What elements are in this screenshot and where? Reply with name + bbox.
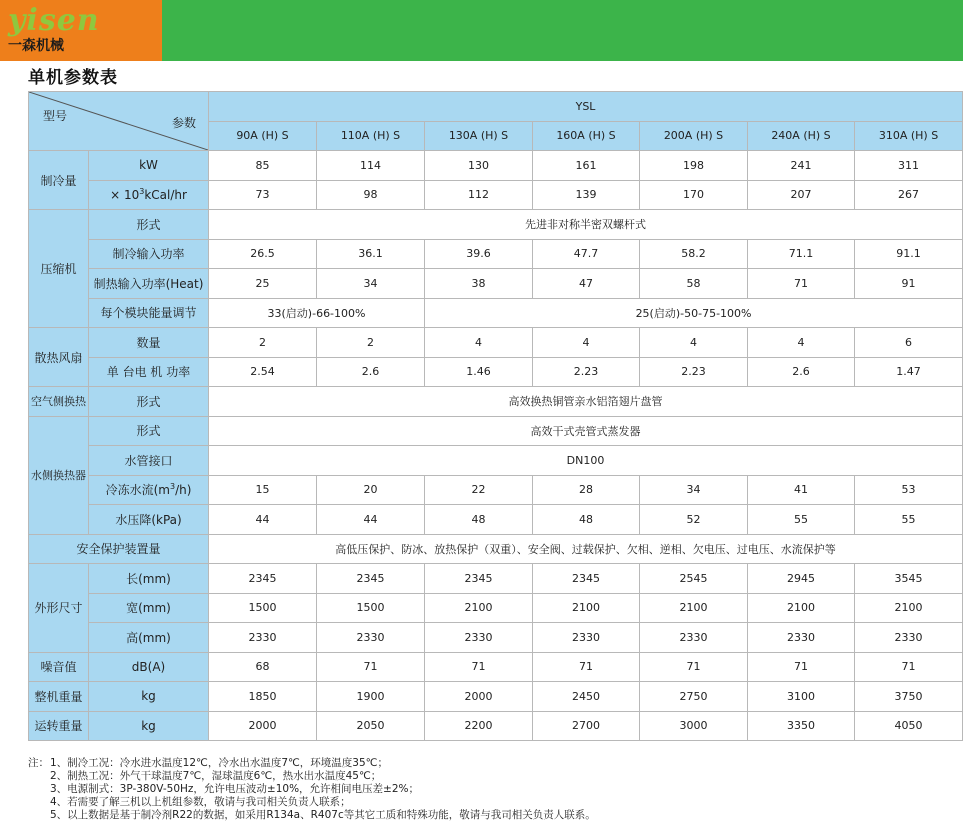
table-row	[29, 505, 963, 535]
cell: 44	[317, 505, 425, 535]
cell: 71	[317, 652, 425, 682]
cell: 高效干式壳管式蒸发器	[209, 416, 963, 446]
table-row	[29, 387, 963, 417]
cell: 2.6	[317, 357, 425, 387]
cell: 36.1	[317, 239, 425, 269]
header-banner	[0, 0, 963, 61]
row-label: 数量	[89, 328, 209, 358]
cell: 48	[533, 505, 640, 535]
table-row	[29, 446, 963, 476]
cell: 91	[855, 269, 963, 299]
cell: 34	[317, 269, 425, 299]
cell: 20	[317, 475, 425, 505]
cell: 2330	[855, 623, 963, 653]
group-net-weight: 整机重量	[29, 682, 89, 712]
row-label: 水压降(kPa)	[89, 505, 209, 535]
cell: 58.2	[640, 239, 748, 269]
cell: 2345	[425, 564, 533, 594]
row-label: 高(mm)	[89, 623, 209, 653]
cell: 15	[209, 475, 317, 505]
row-label: 形式	[89, 416, 209, 446]
row-label: dB(A)	[89, 652, 209, 682]
cell: 25	[209, 269, 317, 299]
cell: 2.23	[533, 357, 640, 387]
cell: 2450	[533, 682, 640, 712]
cell: 1500	[317, 593, 425, 623]
note-line: 3、电源制式：3P-380V-50Hz，允许电压波动±10%，允许相间电压差±2%；	[50, 783, 420, 795]
cell: 53	[855, 475, 963, 505]
row-label: × $10^3kCal/hr$	[89, 180, 209, 210]
cell: 2100	[533, 593, 640, 623]
cell: 4	[533, 328, 640, 358]
cell: 3100	[748, 682, 855, 712]
cell: 2100	[748, 593, 855, 623]
cell: 2345	[317, 564, 425, 594]
cell: 3545	[855, 564, 963, 594]
cell: 48	[425, 505, 533, 535]
group-fan: 散热风扇	[29, 328, 89, 387]
table-row	[29, 298, 963, 328]
cell: DN100	[209, 446, 963, 476]
cell: 2330	[209, 623, 317, 653]
model-header: 240A (H) S	[748, 121, 855, 151]
cell: 2100	[425, 593, 533, 623]
cell: 170	[640, 180, 748, 210]
cell: 39.6	[425, 239, 533, 269]
table-row	[29, 357, 963, 387]
table-row	[29, 475, 963, 505]
model-header: 310A (H) S	[855, 121, 963, 151]
cell: 4050	[855, 711, 963, 741]
cell: 1500	[209, 593, 317, 623]
note-line: 2、制热工况：外气干球温度7℃，湿球温度6℃，热水出水温度45℃；	[50, 770, 382, 782]
cell: 38	[425, 269, 533, 299]
group-water-hx: 水侧换热器	[29, 416, 89, 534]
cell: 47	[533, 269, 640, 299]
cell: 高效换热铜管亲水铝箔翅片盘管	[209, 387, 963, 417]
cell: 55	[855, 505, 963, 535]
cell: 2200	[425, 711, 533, 741]
cell: 2700	[533, 711, 640, 741]
cell: 68	[209, 652, 317, 682]
cell: 2330	[425, 623, 533, 653]
note-line: 注：1、制冷工况：冷水进水温度12℃，冷水出水温度7℃，环境温度35℃；	[28, 757, 388, 769]
logo	[0, 0, 162, 61]
row-label: kg	[89, 711, 209, 741]
cell: 58	[640, 269, 748, 299]
corner-model-label: 型号	[43, 109, 68, 123]
cell: 2545	[640, 564, 748, 594]
cell: 71	[533, 652, 640, 682]
model-header: 200A (H) S	[640, 121, 748, 151]
series-header: YSL	[209, 92, 963, 122]
cell: 33(启动)-66-100%	[209, 298, 425, 328]
safety-label: 安全保护装置量	[29, 534, 209, 564]
table-row	[29, 416, 963, 446]
cell: 先进非对称半密双螺杆式	[209, 210, 963, 240]
cell: 161	[533, 151, 640, 181]
cell: 4	[425, 328, 533, 358]
cell: 2.54	[209, 357, 317, 387]
table-row	[29, 593, 963, 623]
notes-prefix: 注：	[28, 757, 49, 769]
cell: 2	[317, 328, 425, 358]
row-label: 制冷输入功率	[89, 239, 209, 269]
cell: 91.1	[855, 239, 963, 269]
cell: 1.47	[855, 357, 963, 387]
row-label: 冷冻水流$(m^3/h)$	[89, 475, 209, 505]
cell: 73	[209, 180, 317, 210]
cell: 26.5	[209, 239, 317, 269]
cell: 2.23	[640, 357, 748, 387]
cell: 6	[855, 328, 963, 358]
cell: 44	[209, 505, 317, 535]
row-label: 水管接口	[89, 446, 209, 476]
cell: 2330	[640, 623, 748, 653]
cell: 1850	[209, 682, 317, 712]
cell: 2345	[533, 564, 640, 594]
model-header: 160A (H) S	[533, 121, 640, 151]
cell: 241	[748, 151, 855, 181]
notes	[28, 757, 596, 822]
cell: 4	[748, 328, 855, 358]
cell: 1900	[317, 682, 425, 712]
cell: 71.1	[748, 239, 855, 269]
table-row	[29, 623, 963, 653]
cell: 1.46	[425, 357, 533, 387]
cell: 4	[640, 328, 748, 358]
cell: 3750	[855, 682, 963, 712]
cell: 2750	[640, 682, 748, 712]
group-dimensions: 外形尺寸	[29, 564, 89, 653]
cell: 3000	[640, 711, 748, 741]
cell: 2345	[209, 564, 317, 594]
cell: 71	[425, 652, 533, 682]
cell: 47.7	[533, 239, 640, 269]
row-label: 制热输入功率(Heat)	[89, 269, 209, 299]
cell: 2330	[317, 623, 425, 653]
row-label: 长(mm)	[89, 564, 209, 594]
cell: 34	[640, 475, 748, 505]
row-label: 每个模块能量调节	[89, 298, 209, 328]
cell: 2330	[533, 623, 640, 653]
cell: 198	[640, 151, 748, 181]
cell: 71	[748, 652, 855, 682]
cell: 114	[317, 151, 425, 181]
group-air-hx: 空气侧换热	[29, 387, 89, 417]
table-row	[29, 180, 963, 210]
spec-table	[28, 91, 963, 741]
cell: 52	[640, 505, 748, 535]
cell: 71	[855, 652, 963, 682]
cell: 71	[748, 269, 855, 299]
cell: 高低压保护、防冰、放热保护（双重）、安全阀、过载保护、欠相、逆相、欠电压、过电压、水流保护等	[209, 534, 963, 564]
row-label: kW	[89, 151, 209, 181]
row-label: 形式	[89, 387, 209, 417]
corner-param-label: 参数	[171, 116, 196, 130]
group-operating-weight: 运转重量	[29, 711, 89, 741]
cell: 22	[425, 475, 533, 505]
table-row	[29, 652, 963, 682]
table-row	[29, 564, 963, 594]
row-label: 宽(mm)	[89, 593, 209, 623]
cell: 2330	[748, 623, 855, 653]
banner-green-bar	[162, 0, 963, 61]
row-label: kg	[89, 682, 209, 712]
table-row	[29, 682, 963, 712]
note-line: 4、若需要了解三机以上机组参数，敬请与我司相关负责人联系；	[50, 796, 351, 808]
cell: 28	[533, 475, 640, 505]
table-row	[29, 534, 963, 564]
model-header: 90A (H) S	[209, 121, 317, 151]
table-row	[29, 328, 963, 358]
cell: 25(启动)-50-75-100%	[425, 298, 963, 328]
cell: 2.6	[748, 357, 855, 387]
cell: 71	[640, 652, 748, 682]
page-title: 单机参数表	[28, 68, 118, 88]
cell: 2100	[855, 593, 963, 623]
cell: 98	[317, 180, 425, 210]
logo-company-name: 一森机械	[8, 38, 64, 54]
table-row	[29, 210, 963, 240]
cell: 55	[748, 505, 855, 535]
logo-wordmark: yisen	[8, 3, 100, 38]
cell: 2000	[209, 711, 317, 741]
cell: 139	[533, 180, 640, 210]
table-row	[29, 711, 963, 741]
model-header: 110A (H) S	[317, 121, 425, 151]
model-header: 130A (H) S	[425, 121, 533, 151]
table-row	[29, 151, 963, 181]
cell: 85	[209, 151, 317, 181]
cell: 207	[748, 180, 855, 210]
table-row	[29, 239, 963, 269]
group-noise: 噪音值	[29, 652, 89, 682]
note-line: 5、以上数据是基于制冷剂R22的数据，如采用R134a、R407c等其它工质和特殊功能，敬请与我司相关负责人联系。	[50, 809, 596, 821]
corner-header	[29, 92, 209, 151]
row-label: 单 台电 机 功率	[89, 357, 209, 387]
cell: 2	[209, 328, 317, 358]
cell: 2050	[317, 711, 425, 741]
group-compressor: 压缩机	[29, 210, 89, 328]
cell: 267	[855, 180, 963, 210]
cell: 112	[425, 180, 533, 210]
row-label: 形式	[89, 210, 209, 240]
cell: 41	[748, 475, 855, 505]
cell: 2945	[748, 564, 855, 594]
cell: 3350	[748, 711, 855, 741]
table-row	[29, 269, 963, 299]
cell: 2100	[640, 593, 748, 623]
cell: 130	[425, 151, 533, 181]
cell: 2000	[425, 682, 533, 712]
cell: 311	[855, 151, 963, 181]
group-cooling-capacity: 制冷量	[29, 151, 89, 210]
